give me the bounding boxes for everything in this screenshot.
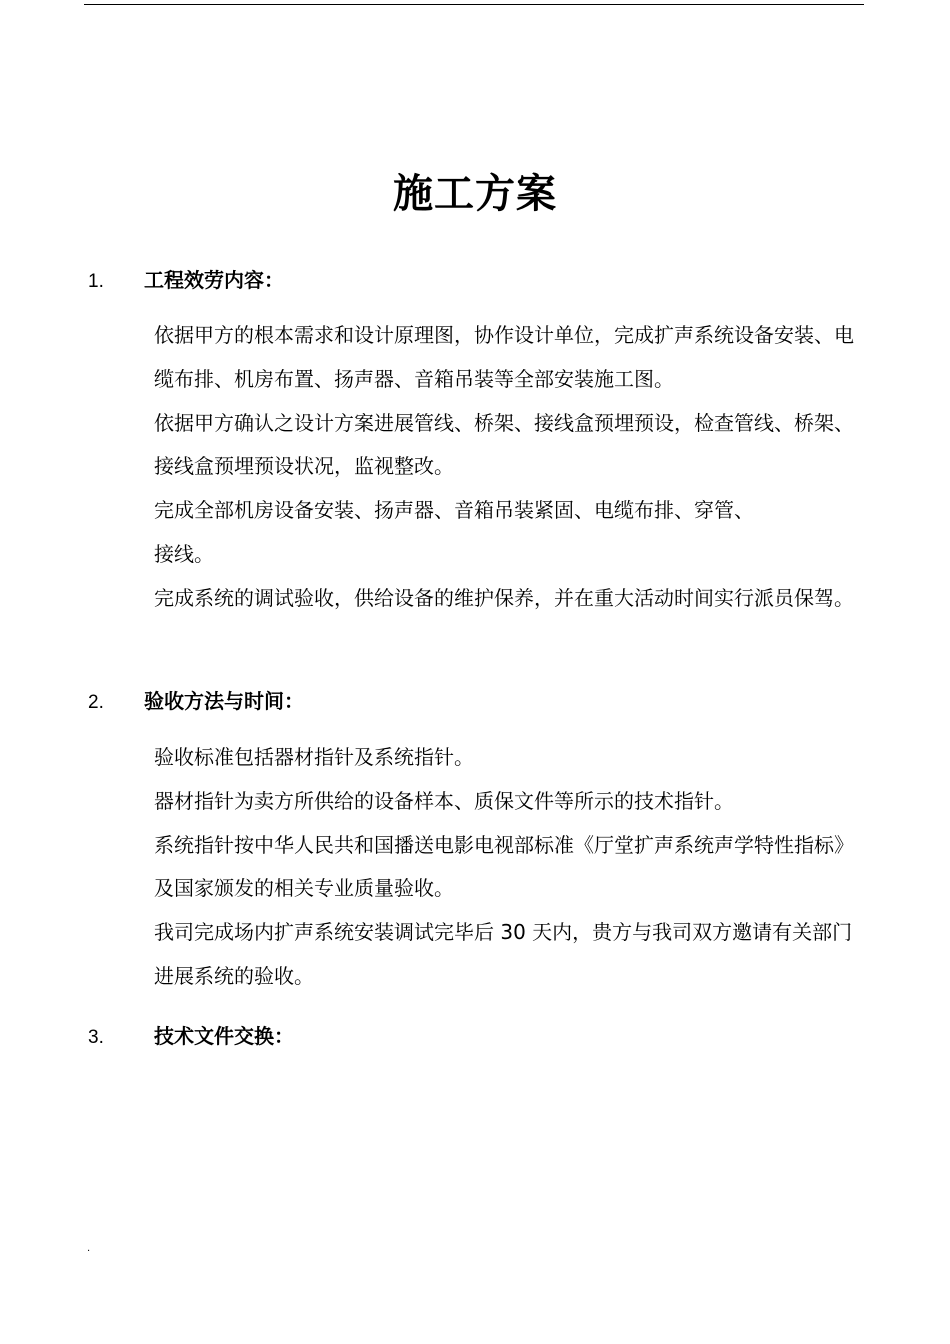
paragraph: 依据甲方确认之设计方案进展管线、桥架、接线盒预埋预设，检查管线、桥架、接线盒预埋预设状况，监视整改。: [154, 410, 854, 479]
header-rule: [84, 4, 864, 5]
section-title: 技术文件交换：: [154, 1024, 294, 1048]
section-body-1: [154, 314, 866, 621]
paragraph: 我司完成场内扩声系统安装调试完毕后 30 天内，贵方与我司双方邀请有关部门进展系统的验收。: [154, 920, 853, 988]
paragraph: 验收标准包括器材指针及系统指针。: [154, 745, 474, 769]
section-heading-3: [88, 1022, 294, 1052]
section-number: 3.: [88, 1027, 104, 1048]
paragraph: 器材指针为卖方所供给的设备样本、质保文件等所示的技术指针。: [154, 788, 734, 813]
section-heading-2: [88, 687, 304, 717]
footer-mark: .: [87, 1243, 91, 1254]
section-title: 验收方法与时间：: [144, 689, 304, 713]
paragraph: 完成系统的调试验收，供给设备的维护保养，并在重大活动时间实行派员保驾。: [154, 585, 854, 610]
section-heading-1: [88, 266, 284, 296]
section-number: 1.: [88, 271, 104, 292]
section-number: 2.: [88, 692, 104, 713]
section-body-2: [154, 736, 866, 999]
paragraph: 完成全部机房设备安装、扬声器、音箱吊装紧固、电缆布排、穿管、 接线。: [154, 498, 754, 566]
paragraph: 依据甲方的根本需求和设计原理图，协作设计单位，完成扩声系统设备安装、电缆布排、机房布置、扬声器、音箱吊装等全部安装施工图。: [154, 323, 854, 391]
section-title: 工程效劳内容：: [144, 268, 284, 292]
paragraph: 系统指针按中华人民共和国播送电影电视部标准《厅堂扩声系统声学特性指标》及国家颁发的相关专业质量验收。: [154, 832, 854, 901]
page-title: 施工方案: [393, 171, 557, 217]
